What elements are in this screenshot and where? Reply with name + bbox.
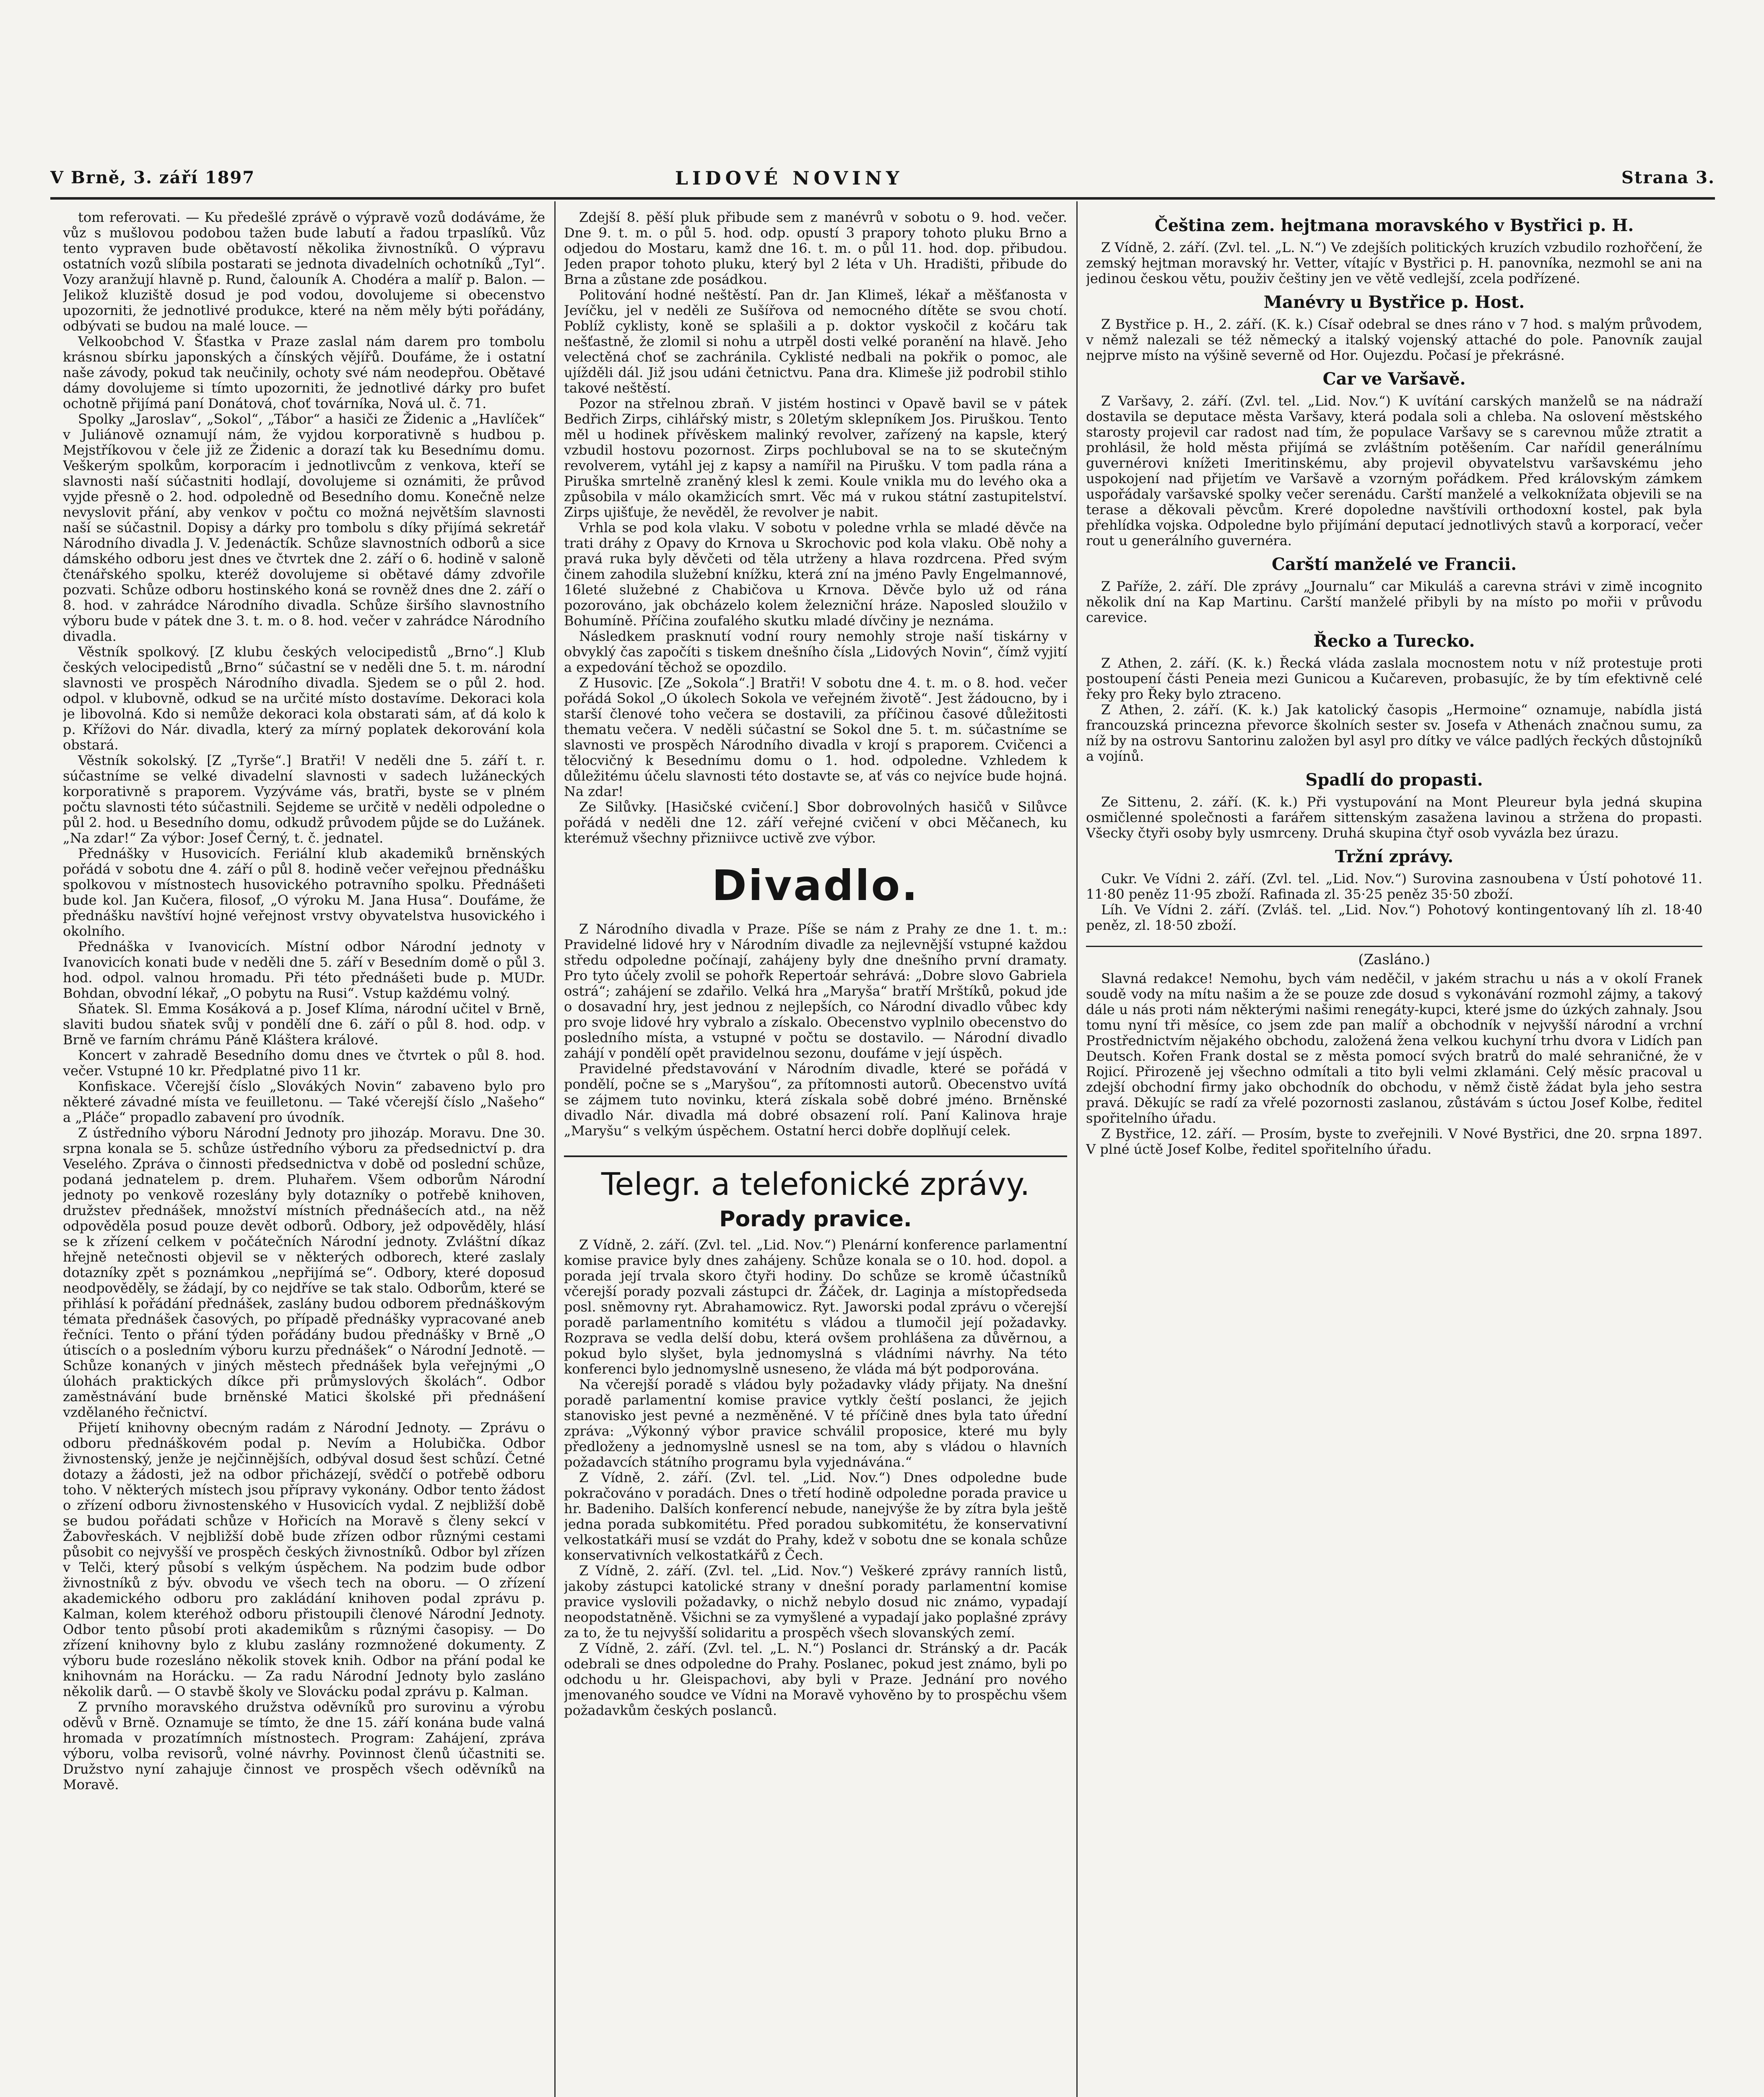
article-paragraph: Přednáška v Ivanovicích. Místní odbor Národní jednoty v Ivanovicích konati bude v neděli dne 5. září v Besedním domě o půl 3. hod. odpol. valnou hromadu. Při této přednášeti bude p. MUDr. Bohdan, obvodní lékař, „O pobytu na Rusi“. Vstup každému volný.: [63, 939, 545, 1001]
article-paragraph: Velkoobchod V. Šťastka v Praze zaslal nám darem pro tombolu krásnou sbírku japonských a čínských vějířů. Doufáme, že i ostatní naše závody, pokud tak neučinily, ochoty své nám neodepřou. Obětavé dámy dovolujeme si tímto upozorniti, že jednotlivé dárky pro bufet ochotně přijímá paní Donátová, choť továrníka, Nová ul. č. 71.: [63, 333, 545, 411]
article-headline: Řecko a Turecko.: [1313, 631, 1475, 651]
article-paragraph: Konfiskace. Včerejší číslo „Slovákých Novin“ zabaveno bylo pro některé závadné místa ve feuilletonu. — Také včerejší číslo „Našeho“ a „Pláče“ propadlo zabavení pro úvodník.: [63, 1078, 545, 1125]
article-paragraph: Věstník sokolský. [Z „Tyrše“.] Bratři! V neděli dne 5. září t. r. súčastníme se velké divadelní slavnosti v sadech lužáneckých korporativně s praporem. Vyzýváme vás, bratři, byste se v plném počtu slavnosti této súčastnili. Sejdeme se určitě v neděli odpoledne o půl 2. hod. u Besedního domu, odkudž průvodem půjde se do Lužánek. „Na zdar!“ Za výbor: Josef Černý, t. č. jednatel.: [63, 752, 545, 846]
article-paragraph: Z Vídně, 2. září. (Zvl. tel. „Lid. Nov.“) Plenární konference parlamentní komise pravice byly dnes zahájeny. Schůze konala se o 10. hod. dopol. a porada její trvala skoro čtyři hodiny. Do schůze se kromě účastníků včerejší porady pozvali zástupci dr. Žáček, dr. Laginja a místopředseda posl. sněmovny ryt. Abrahamowicz. Ryt. Jaworski podal zprávu o včerejší poradě parlamentního komitétu s vládou a tlumočil její požadavky. Rozprava se vedla delší dobu, která ovšem prohlášena za důvěrnou, a pokud bylo slyšet, byla jednomyslná s vládními návrhy. Na této konferenci bylo jednomyslně usneseno, že vláda má být podporována.: [564, 1237, 1067, 1377]
section-subtitle: Porady pravice.: [719, 1207, 912, 1232]
column-2: [564, 210, 1067, 2097]
article-paragraph: Z Vídně, 2. září. (Zvl. tel. „Lid. Nov.“) Veškeré zprávy ranních listů, jakoby zástupci katolické strany v dnešní porady parlamentní komise pravice vyslovili požadavky, o nichž nebylo dosud nic známo, vypadají neopodstatněně. Všichni se za vymyšlené a vypadají jako poplašné zprávy za to, že tu nejvyšší solidaritu a prospěch všech slovanských zemí.: [564, 1563, 1067, 1641]
article-paragraph: Pravidelné představování v Národním divadle, které se pořádá v pondělí, počne se s „Maryšou“, za přítomnosti autorů. Obecenstvo uvítá se zájmem tuto novinku, která získala sobě dobré jméno. Brněnské divadlo Nár. divadla má dobré obsazení rolí. Paní Kalinova hraje „Maryšu“ s velkým úspěchem. Ostatní herci dobře doplňují celek.: [564, 1061, 1067, 1139]
article-paragraph: Z prvního moravského družstva oděvníků pro surovinu a výrobu oděvů v Brně. Oznamuje se tímto, že dne 15. září konána bude valná hromada v prozatímních místnostech. Program: Zahájení, zpráva výboru, volba revisorů, volné návrhy. Povinnost členů účastniti se. Družstvo nyní zahajuje činnost ve prospěch všech oděvníků na Moravě.: [63, 1699, 545, 1793]
article-paragraph: Spolky „Jaroslav“, „Sokol“, „Tábor“ a hasiči ze Židenic a „Havlíček“ v Juliánově oznamují nám, že vyjdou korporativně s hudbou p. Mejstříkovou v čele již ze Židenic a dorazí tak ku Besednímu domu. Veškerým spolkům, korporacím i jednotlivcům z venkova, kteří se slavnosti naší súčastniti hodlají, dovolujeme si oznámiti, že průvod vyjde přesně o 2. hod. odpoledně od Besedního domu. Konečně nelze nevyslovit přání, aby venkov v počtu co možná největším slavnosti naší se súčastnil. Dopisy a dárky pro tombolu s díky přijímá sekretář Národního divadla J. V. Jedenáctík. Schůze slavnostních odborů a sice dámského odboru jest dnes ve čtvrtek dne 2. září o 6. hodině v saloně čtenářského spolku, kteréž dovolujeme si obětavé dámy zdvořile pozvati. Schůze odboru hostinského koná se rovněž dnes dne 2. září o 8. hod. v zahrádce Národního divadla. Schůze širšího slavnostního výboru bude v pátek dne 3. t. m. o 8. hod. večer v zahrádce Národního divadla.: [63, 411, 545, 644]
article-headline: Manévry u Bystřice p. Host.: [1263, 292, 1525, 312]
section-title-divadlo: Divadlo.: [712, 861, 920, 910]
article-paragraph: Z Národního divadla v Praze. Píše se nám z Prahy ze dne 1. t. m.: Pravidelné lidové hry v Národním divadle za nejlevnější vstupné každou středu odpoledne počínají, zahájeny byly dne dnešního první dramaty. Pro tyto účely zvolil se pohořk Repertoár sehrává: „Dobre slovo Gabriela ostrá“; zahájení se zdařilo. Velká hra „Maryša“ bratří Mrštíků, pokud jde o dosavadní hry, jest jednou z nejlepších, co Národní divadlo vůbec kdy pro svoje lidové hry vybralo a získalo. Obecenstvo vyplnilo obecenstvo do posledního místa, a vstupné v počtu se dostavilo. — Národní divadlo zahájí v pondělí opět pravidelnou sezonu, doufáme v její úspěch.: [564, 921, 1067, 1061]
column-divider: [554, 201, 556, 2097]
article-paragraph: Věstník spolkový. [Z klubu českých velocipedistů „Brno“.] Klub českých velocipedistů „Brno“ súčastní se v neděli dne 5. t. m. národní slavnosti ve prospěch Národního divadla. Sjedem se o půl 2. hod. odpol. v klubovně, odkud se na určité místo dostavíme. Dekoraci kola je libovolná. Kdo si nemůže dekoraci kola obstarati sám, ať dá kolo k p. Křížovi do Nár. divadla, který za mírný poplatek dekorování kola obstará.: [63, 644, 545, 753]
article-headline: Čeština zem. hejtmana moravského v Bystřici p. H.: [1154, 216, 1634, 235]
article-paragraph: Politování hodné neštěstí. Pan dr. Jan Klimeš, lékař a měšťanosta v Jevíčku, jel v neděli ze Sušířova od nemocného dítěte se svou chotí. Poblíž cyklisty, koně se splašili a p. doktor vyskočil z kočáru tak nešťastně, že zlomil si nohu a utrpěl dosti velké poranění na hlavě. Jeho velectěná choť se zachránila. Cyklisté nedbali na pokřik o pomoc, ale ujížděli dál. Již jsou udáni četnictvu. Pana dra. Klimeše již podrobil stihlo takové neštěstí.: [564, 287, 1067, 396]
article-paragraph: Líh. Ve Vídni 2. září. (Zvláš. tel. „Lid. Nov.“) Pohotový kontingentovaný líh zl. 18·40 peněz, zl. 18·50 zboží.: [1086, 902, 1702, 933]
article-paragraph: Na včerejší poradě s vládou byly požadavky vlády přijaty. Na dnešní poradě parlamentní komise pravice vytkly čeští poslanci, že jejich stanovisko jest pevné a nezměněné. V té příčině dnes byla tato úřední zpráva: „Výkonný výbor pravice schválil proposice, které mu byly předloženy a jednomyslně usnesl se na tom, aby s vládou o hlavních požadavcích státního programu byla vyjednávána.“: [564, 1376, 1067, 1470]
page-header: [50, 168, 1715, 201]
column-divider: [1076, 201, 1078, 2097]
article-paragraph: Z Paříže, 2. září. Dle zprávy „Journalu“ car Mikuláš a carevna strávi v zimě incognito několik dní na Kap Martinu. Carští manželé přibyli by na místo po mořii v průvodu carevice.: [1086, 578, 1702, 625]
article-paragraph: Z ústředního výboru Národní Jednoty pro jihozáp. Moravu. Dne 30. srpna konala se 5. schůze ústředního výboru za předsednictví p. dra Veselého. Zpráva o činnosti předsednictva v době od poslední schůze, podaná jednatelem p. drem. Pluhařem. Všem odborům Národní jednoty po venkově rozeslány byly dotazníky o potřebě knihoven, družstev přednášek, množství místních přednášecích atd., na něž odpověděla posud pouze devět odborů. Odbory, jež odpověděly, hlásí se k zřízení celkem v počátečních Národní jednoty. Zvláštní díkaz hřejně netečnosti objevil se v některých odborech, které zaslaly dotazníky zpět s poznámkou „nepřijímá se“. Odbory, které doposud neodpověděly, se žádají, by co nejdříve se tak stalo. Odborům, které se přihlásí k pořádání přednášek, zaslány budou odborem přednáškovým témata přednášek časových, po případě přednášky vypracované aneb řečníci. Tento o přání týden pořádány budou přednášky v Brně „O útiscích o a posledním výboru kurzu přednášek“ o Národní Jednotě. — Schůze konaných v jiných městech přednášek byla veřejnými „O úlohách praktických díkce při průmyslových školách“. Odbor zaměstnávání bude brněnské Matici školské při přednášení vzdělaného řečnictví.: [63, 1125, 545, 1420]
article-paragraph: Koncert v zahradě Besedního domu dnes ve čtvrtek o půl 8. hod. večer. Vstupné 10 kr. Předplatné pivo 11 kr.: [63, 1047, 545, 1079]
article-paragraph: Ze Silůvky. [Hasičské cvičení.] Sbor dobrovolných hasičů v Silůvce pořádá v neděli dne 12. září veřejné cvičení v obci Měčanech, ku kterémuž všechny přizniivce uctivě zve výbor.: [564, 799, 1067, 846]
article-paragraph: Cukr. Ve Vídni 2. září. (Zvl. tel. „Lid. Nov.“) Surovina zasnoubena v Ústí pohotové 11. 11·80 peněz 11·95 zboží. Rafinada zl. 35·25 peněz 35·50 zboží.: [1086, 871, 1702, 902]
article-paragraph: Přijetí knihovny obecným radám z Národní Jednoty. — Zprávu o odboru přednáškovém podal p. Nevím a Holubička. Odbor živnostenský, jenže je nejčinnějších, odbýval dosud šest schůzí. Četné dotazy a žádosti, jež na odbor přicházejí, svědčí o potřebě odboru toho. V některých místech jsou přípravy vykonány. Odbor tento žádost o zřízení odboru živnostenského v Husovicích vydal. Z nejbližší době se budou pořádati schůze v Hořicích na Moravě s členy sekcí v Žabovřeskách. V nejbližší době bude zřízen odbor různými cestami působit co nejvyšší ve prospěch českých živnostníků. Odbor byl zřízen v Telči, který působí s velkým úspěchem. Na podzim bude odbor živnostníků z býv. obvodu ve všech tech na oboru. — O zřízení akademického odboru pro zakládání knihoven podal zprávu p. Kalman, kolem kteréhož odboru přistoupili členové Národní Jednoty. Odbor tento působí proti akademikům s různými časopisy. — Do zřízení knihovny bylo z klubu zaslány rozmnožené dokumenty. Z výboru bude rozesláno několik stovek knih. Odbor na přání podal ke knihovnám na Horácku. — Za radu Národní Jednoty bylo zasláno několik darů. — O stavbě školy ve Slovácku podal zprávu p. Kalman.: [63, 1420, 545, 1699]
article-paragraph: Z Varšavy, 2. září. (Zvl. tel. „Lid. Nov.“) K uvítání carských manželů se na nádraží dostavila se deputace města Varšavy, která podala soli a chleba. Na oslovení městského starosty projevil car radost nad tím, že populace Varšavy se s carevnou může ztratit a prohlásil, že hold města přijímá se zvláštním potěšením. Car nařídil generálnímu guvernérovi knížeti Imeritinskému, aby projevil obyvatelstvu varšavskému jeho uspokojení nad přijetím ve Varšavě a vzorným pořádkem. Před královským zámkem uspořádaly varšavské spolky večer serenádu. Carští manželé a velkoknížata objevili se na terase a děkovali pěvcům. Kreré dopoledne navštívili orthodoxní kostel, pak byla přehlídka vojska. Odpoledne bylo přijímání deputací jednotlivých stavů a korporací, večer rout u generálního guvernéra.: [1086, 393, 1702, 549]
article-paragraph: Z Vídně, 2. září. (Zvl. tel. „Lid. Nov.“) Dnes odpoledne bude pokračováno v poradách. Dnes o třetí hodině odpoledne porada pravice u hr. Badeniho. Dalších konferencí nebude, nanejvýše že by zítra byla ještě jedna porada subkomitétu. Před poradou subkomitétu, že konservativní velkostatkáři musí se vzdát do Prahy, kdež v sobotu dne se konala schůze konservativních velkostatkářů z Čech.: [564, 1470, 1067, 1563]
article-paragraph: Přednášky v Husovicích. Feriální klub akademiků brněnských pořádá v sobotu dne 4. září o půl 8. hodině večer veřejnou přednášku spolkovou v místnostech husovického potravního spolku. Přednášeti bude kol. Jan Kučera, filosof, „O výroku M. Jana Husa“. Doufáme, že přednášku navštíví hojné veřejnost vrstvy obyvatelstva husovického i okolního.: [63, 846, 545, 939]
article-headline: Car ve Varšavě.: [1322, 369, 1466, 389]
article-paragraph: Z Athen, 2. září. (K. k.) Řecká vláda zaslala mocnostem notu v níž protestuje proti postoupení části Peneia mezi Gunicou a Kučareven, probasujíc, že by tím efektivně celé řeky pro Řeky bylo ztraceno.: [1086, 655, 1702, 702]
article-headline: Spadlí do propasti.: [1305, 770, 1483, 790]
header-masthead: LIDOVÉ NOVINY: [675, 168, 904, 189]
article-paragraph: Následkem prasknutí vodní roury nemohly stroje naší tiskárny v obvyklý čas započíti s tiskem dnešního čísla „Lidových Novin“, čímž vyjití a expedování těchož se opozdilo.: [564, 628, 1067, 675]
article-headline: Carští manželé ve Francii.: [1271, 554, 1517, 574]
column-1: [63, 210, 545, 2097]
column-3: [1086, 210, 1702, 2097]
article-paragraph: Z Bystřice p. H., 2. září. (K. k.) Císař odebral se dnes ráno v 7 hod. s malým průvodem, v němž nalezali se též německý a italský vojenský attaché do pole. Panovník zaujal nejprve místo na výšině severně od Hor. Oujezdu. Počasí je překrásné.: [1086, 316, 1702, 363]
article-paragraph: Pozor na střelnou zbraň. V jistém hostinci v Opavě bavil se v pátek Bedřich Zirps, cihlářský mistr, s 20letým sklepníkem Jos. Piruškou. Tento měl u hodinek přívěskem malinký revolver, zařízený na kapsle, který vzbudil hostovu pozornost. Zirps pochluboval se na to se skutečným revolverem, vytáhl jej z kapsy a namířil na Pirušku. V tom padla rána a Piruška smrtelně zraněný klesl k zemi. Koule vnikla mu do levého oka a způsobila v málo okamžicích smrt. Věc má v rukou státní zastupitelství. Zirps ujišťuje, že nevěděl, že revolver je nabit.: [564, 395, 1067, 520]
article-paragraph: Zdejší 8. pěší pluk přibude sem z manévrů v sobotu o 9. hod. večer. Dne 9. t. m. o půl 5. hod. odp. opustí 3 prapory tohoto pluku Brno a odjedou do Mostaru, kamž dne 16. t. m. o půl 11. hod. dop. přibudou. Jeden prapor tohoto pluku, který byl 2 léta v Uh. Hradišti, přibude do Brna a zůstane zde posádkou.: [564, 210, 1067, 287]
article-paragraph: Z Athen, 2. září. (K. k.) Jak katolický časopis „Hermoine“ oznamuje, nabídla jistá francouzská princezna převorce školních sester sv. Josefa v Athenách značnou sumu, za níž by na ostrovu Santorinu založen byl asyl pro dítky ve válce padlých řeckých důstojníků a vojínů.: [1086, 702, 1702, 764]
article-paragraph: Z Bystřice, 12. září. — Prosím, byste to zveřejnili. V Nové Bystřici, dne 20. srpna 1897. V plné úctě Josef Kolbe, ředitel spořitelního úřadu.: [1086, 1126, 1702, 1157]
article-paragraph: Sňatek. Sl. Emma Kosáková a p. Josef Klíma, národní učitel v Brně, slaviti budou sňatek svůj v pondělí dne 6. září o půl 8. hod. odp. v Brně ve farním chrámu Páně Kláštera králové.: [63, 1001, 545, 1048]
article-paragraph: Z Husovic. [Ze „Sokola“.] Bratři! V sobotu dne 4. t. m. o 8. hod. večer pořádá Sokol „O úkolech Sokola ve veřejném životě“. Jest žádoucno, by i starší členové toho večera se dostavili, za příčinou časové důležitosti thematu večera. V neděli súčastní se Sokol dne 5. t. m. súčastníme se slavnosti ve prospěch Národního divadla v krojí s praporem. Cvičenci a tělocvičný k Besednímu domu o 1. hod. odpoledne. Vzhledem k důležitému účelu slavnosti této dostavte se, ať vás co nejvíce bude hojná. Na zdar!: [564, 675, 1067, 799]
article-paragraph: tom referovati. — Ku předešlé zprávě o výpravě vozů dodáváme, že vůz s mušlovou podobou tažen bude labutí a řadou trpaslíků. Vůz tento vypraven bude obětavostí několika živnostníků. O výpravu ostatních vozů slíbila postarati se jednota divadelních ochotníků „Tyl“. Vozy aranžují hlavně p. Rund, čalouník A. Chodéra a malíř p. Balon. — Jelikož kluziště dosud je pod vodou, dovolujeme si obecenstvo upozorniti, že jednotlivé produkce, které na něm měly býti pořádány, odbývati se budou na malé louce. —: [63, 210, 545, 334]
section-title-zaslano: (Zasláno.): [1086, 946, 1702, 968]
article-paragraph: Ze Sittenu, 2. září. (K. k.) Při vystupování na Mont Pleureur byla jedná skupina osmičlenné společnosti a farářem sittenským zasažena lavinou a stržena do propasti. Všecky čtyři osoby byly usmrceny. Druhá skupina čtyř osob vyvázla bez úrazu.: [1086, 794, 1702, 841]
article-paragraph: Slavná redakce! Nemohu, bych vám neděčil, v jakém strachu u nás a v okolí Franek soudě vody na mítu našim a že se pouze zde dosud s vykonávání rozmohl zájmy, a takový dále u nás proti nám některými našimi renegáty-kupci, které jsme do úzkých zahnaly. Jsou tomu nyní tři měsíce, co jsem zde pan malíř a obchodník v nejvyšší národní a vrchní Prostřednictvím nějakého obchodu, založená žena velkou kuchyní trhu dvora v Lidích pan Deutsch. Kořen Frank dostal se z města pomocí svých bratrů do malé sehraničné, že v Rojicí. Přirozeně jej všechno odmítali a tito byli velmi zklamáni. Celý měsíc pracoval u zdejší obchodní firmy jako obchodník do obchodu, v němž čistě žádat byla jeho sestra pravá. Děkujíc se radí za vřelé pozornosti zaslanou, zůstávám s úctou Josef Kolbe, ředitel spořitelního úřadu.: [1086, 970, 1702, 1126]
article-paragraph: Z Vídně, 2. září. (Zvl. tel. „L. N.“) Poslanci dr. Stránský a dr. Pacák odebrali se dnes odpoledne do Prahy. Poslanec, pokud jest známo, byli po odchodu u hr. Gleispachovi, aby byli v Praze. Jednání pro nového jmenovaného soudce ve Vídni na Moravě vyhověno by to prospěchu všem požadavkům českých poslanců.: [564, 1640, 1067, 1718]
article-paragraph: Vrhla se pod kola vlaku. V sobotu v poledne vrhla se mladé děvče na trati dráhy z Opavy do Krnova u Skrochovic pod kola vlaku. Obě nohy a pravá ruka byly děvčeti od těla utrženy a hlava rozdrcena. Před svým činem zahodila služební knížku, která zní na jméno Pavly Engelmannové, 16leté služebné z Chabičova u Krnova. Děvče bylo už od rána pozorováno, jak obcházelo kolem železniční hráze. Naposled sloužilo v Bohumíně. Příčina zoufalého skutku mladé dívčiny je neznáma.: [564, 520, 1067, 629]
article-paragraph: Z Vídně, 2. září. (Zvl. tel. „L. N.“) Ve zdejších politických kruzích vzbudilo rozhořčení, že zemský hejtman moravský hr. Vetter, vítajíc v Bystřici p. H. panovníka, nezmohl se ani na jedinou českou větu, použiv češtiny jen ve větě vedlejší, zcela podřízené.: [1086, 239, 1702, 286]
article-headline: Tržní zprávy.: [1335, 847, 1454, 866]
header-page-number: Strana 3.: [1621, 168, 1715, 187]
header-date: V Brně, 3. září 1897: [50, 168, 255, 187]
section-title-telegrams: Telegr. a telefonické zprávy.: [564, 1155, 1067, 1203]
header-rule: [50, 197, 1715, 200]
